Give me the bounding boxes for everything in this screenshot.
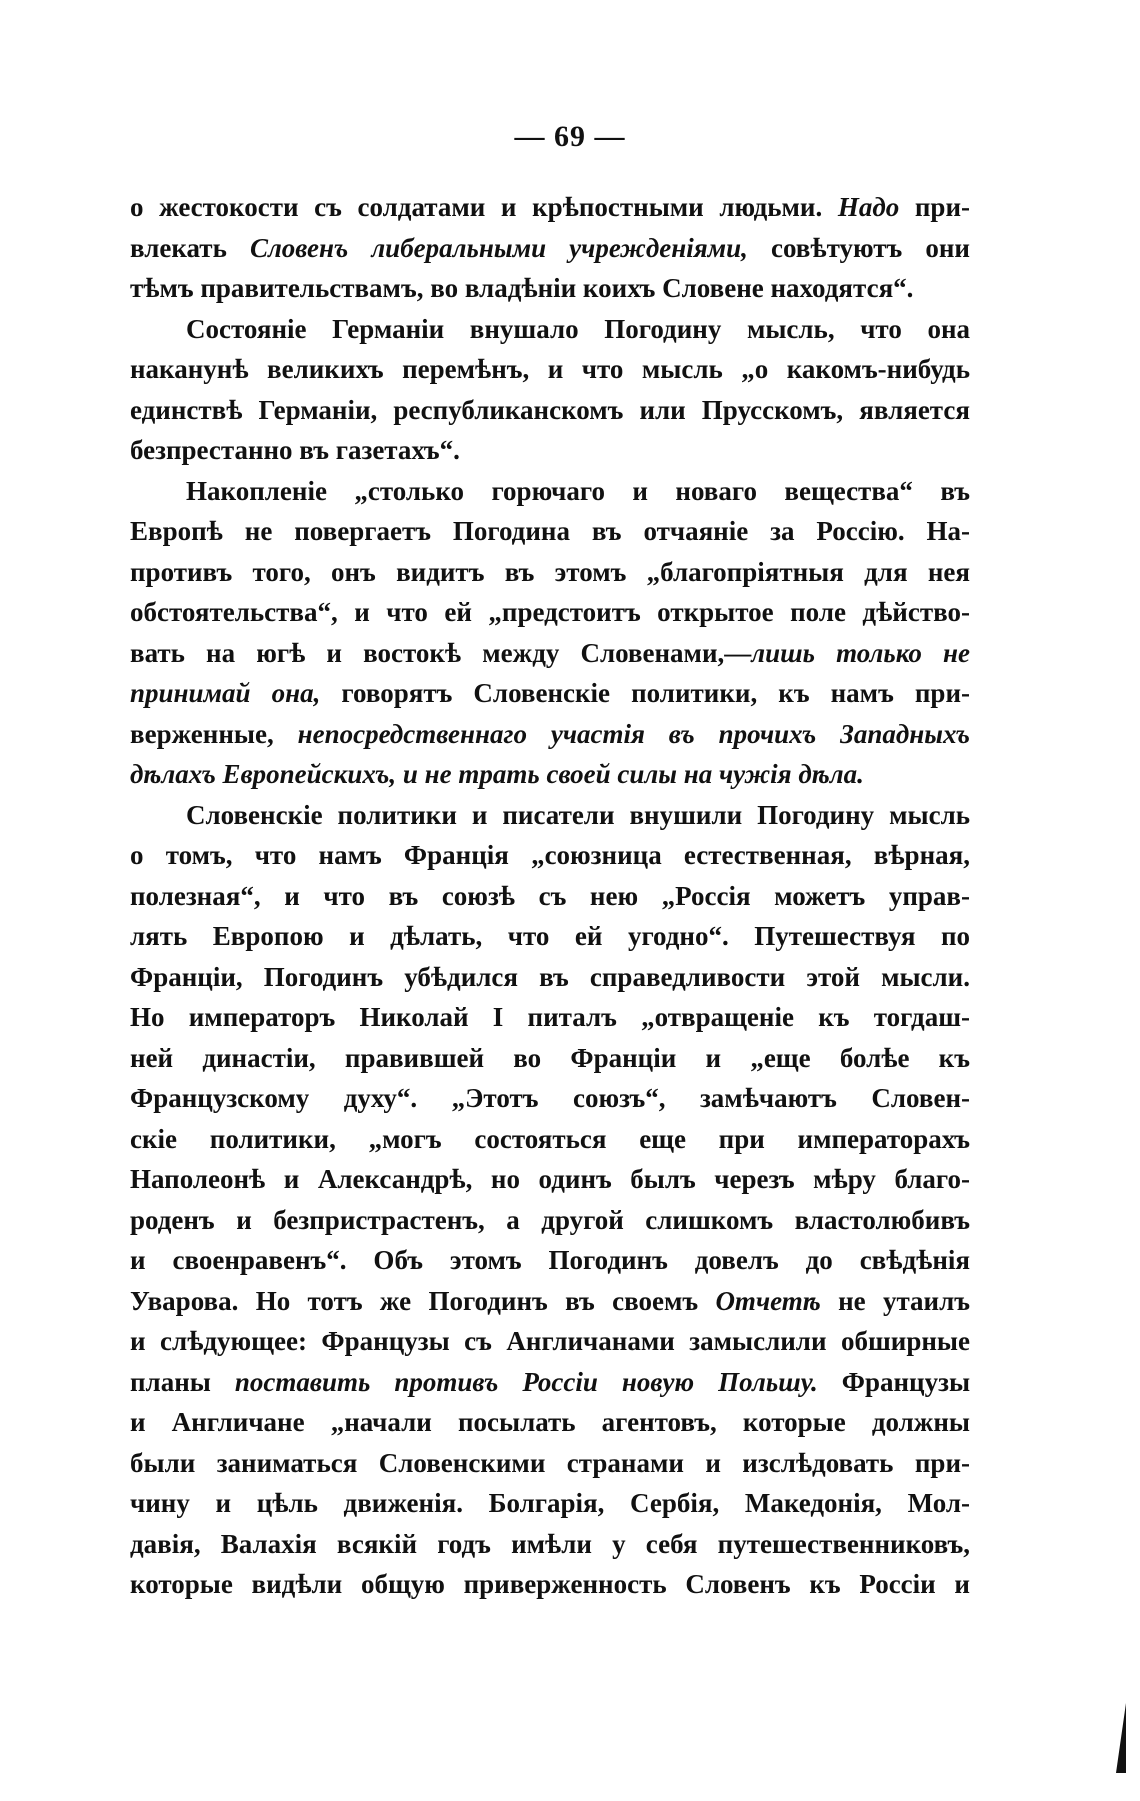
page-number: — 69 — — [514, 120, 626, 153]
text-segment: совѣтуютъ они — [747, 232, 970, 263]
text-line — [130, 1443, 970, 1484]
text-line — [130, 511, 970, 552]
italic-text: лишь только не — [751, 637, 970, 668]
text-segment: лять Европою и дѣлать, что ей угодно“. Путешествуя по — [130, 921, 970, 951]
text-line — [130, 1200, 970, 1241]
italic-text: поставить противъ Россіи новую Польшу. — [234, 1366, 818, 1397]
text-line — [130, 552, 970, 593]
text-segment: при- — [899, 192, 970, 222]
text-segment: не утаилъ — [820, 1285, 970, 1316]
text-line — [130, 795, 970, 836]
text-line — [130, 1564, 970, 1605]
italic-text: Словенъ либеральными учрежденіями, — [249, 232, 748, 263]
text-line — [130, 430, 970, 471]
text-segment: Наполеонѣ и Александрѣ, но одинъ былъ черезъ мѣру благо- — [130, 1164, 970, 1194]
italic-text: принимай она, — [130, 678, 321, 708]
text-line — [130, 1078, 970, 1119]
text-segment: наканунѣ великихъ перемѣнъ, и что мысль „о какомъ-нибудь — [130, 354, 970, 384]
text-segment: говорятъ Словенскіе политики, къ намъ при- — [320, 678, 970, 708]
text-line — [130, 1119, 970, 1160]
text-segment: Франціи, Погодинъ убѣдился въ справедливости этой мысли. — [130, 961, 970, 992]
text-line — [130, 1038, 970, 1079]
text-segment: ней династіи, правившей во Франціи и „еще болѣе къ — [130, 1042, 970, 1073]
text-segment: противъ того, онъ видитъ въ этомъ „благопріятныя для нея — [130, 556, 970, 587]
text-segment: Европѣ не повергаетъ Погодина въ отчаяніе за Россію. На- — [130, 516, 970, 546]
text-segment: которые видѣли общую приверженность Словенъ къ Россіи и — [130, 1569, 970, 1599]
text-line — [130, 1321, 970, 1362]
text-segment: безпрестанно въ газетахъ“. — [130, 435, 460, 465]
text-line — [130, 714, 970, 755]
text-line — [130, 309, 970, 350]
text-segment: Французы — [817, 1366, 970, 1397]
text-line — [130, 349, 970, 390]
text-line — [130, 1362, 970, 1403]
text-line — [130, 1483, 970, 1524]
italic-text: непосредственнаго участія въ прочихъ Западныхъ — [297, 718, 970, 749]
text-line — [130, 268, 970, 309]
text-segment: Французскому духу“. „Этотъ союзъ“, замѣчаютъ Словен- — [130, 1083, 970, 1113]
text-line — [130, 957, 970, 998]
text-line — [130, 228, 970, 269]
text-line — [130, 633, 970, 674]
text-line — [130, 673, 970, 714]
text-segment: Состояніе Германіи внушало Погодину мысль, что она — [186, 313, 970, 344]
italic-text: Отчетѣ — [715, 1285, 821, 1316]
text-segment: планы — [130, 1366, 235, 1397]
text-segment: вать на югѣ и востокѣ между Словенами,— — [130, 637, 752, 668]
text-line — [130, 592, 970, 633]
text-line — [130, 876, 970, 917]
text-segment: влекать — [130, 232, 250, 263]
text-segment: единствѣ Германіи, республиканскомъ или Прусскомъ, является — [130, 394, 970, 425]
text-line — [130, 187, 970, 228]
text-segment: и слѣдующее: Французы съ Англичанами замыслили обширные — [130, 1326, 970, 1356]
text-segment: и своенравенъ“. Объ этомъ Погодинъ довелъ до свѣдѣнія — [130, 1245, 970, 1275]
text-segment: тѣмъ правительствамъ, во владѣніи коихъ Словене находятся“. — [130, 273, 914, 303]
text-segment: верженные, — [130, 718, 298, 749]
italic-text: Надо — [837, 192, 900, 222]
text-line — [130, 1524, 970, 1565]
text-segment: роденъ и безпристрастенъ, а другой слишкомъ властолюбивъ — [130, 1204, 970, 1235]
italic-text: дѣлахъ Европейскихъ, и не трать своей силы на чужія дѣла. — [130, 759, 864, 789]
text-segment: о жестокости съ солдатами и крѣпостными людьми. — [130, 192, 838, 222]
text-line — [130, 471, 970, 512]
text-segment: Уварова. Но тотъ же Погодинъ въ своемъ — [130, 1285, 716, 1316]
text-segment: Словенскіе политики и писатели внушили Погодину мысль — [186, 799, 970, 830]
text-line — [130, 997, 970, 1038]
text-line — [130, 916, 970, 957]
text-segment: Но императоръ Николай I питалъ „отвращеніе къ тогдаш- — [130, 1002, 970, 1032]
text-line — [130, 1281, 970, 1322]
text-line — [130, 390, 970, 431]
text-line — [130, 835, 970, 876]
body-text — [130, 187, 970, 1605]
text-line — [130, 1240, 970, 1281]
scan-edge-mark — [1116, 1703, 1126, 1773]
text-segment: полезная“, и что въ союзѣ съ нею „Россія можетъ управ- — [130, 880, 970, 911]
text-line — [130, 1159, 970, 1200]
text-segment: чину и цѣль движенія. Болгарія, Сербія, Македонія, Мол- — [130, 1488, 970, 1518]
text-segment: скіе политики, „могъ состояться еще при императорахъ — [130, 1123, 970, 1154]
text-segment: о томъ, что намъ Франція „союзница естественная, вѣрная, — [130, 840, 970, 870]
text-segment: Накопленіе „столько горючаго и новаго вещества“ въ — [186, 475, 970, 506]
text-line — [130, 754, 970, 795]
text-segment: были заниматься Словенскими странами и изслѣдовать при- — [130, 1447, 970, 1478]
text-segment: давія, Валахія всякій годъ имѣли у себя путешественниковъ, — [130, 1528, 970, 1559]
text-segment: обстоятельства“, и что ей „предстоитъ открытое поле дѣйство- — [130, 597, 970, 627]
text-segment: и Англичане „начали посылать агентовъ, которые должны — [130, 1407, 970, 1437]
text-line — [130, 1402, 970, 1443]
